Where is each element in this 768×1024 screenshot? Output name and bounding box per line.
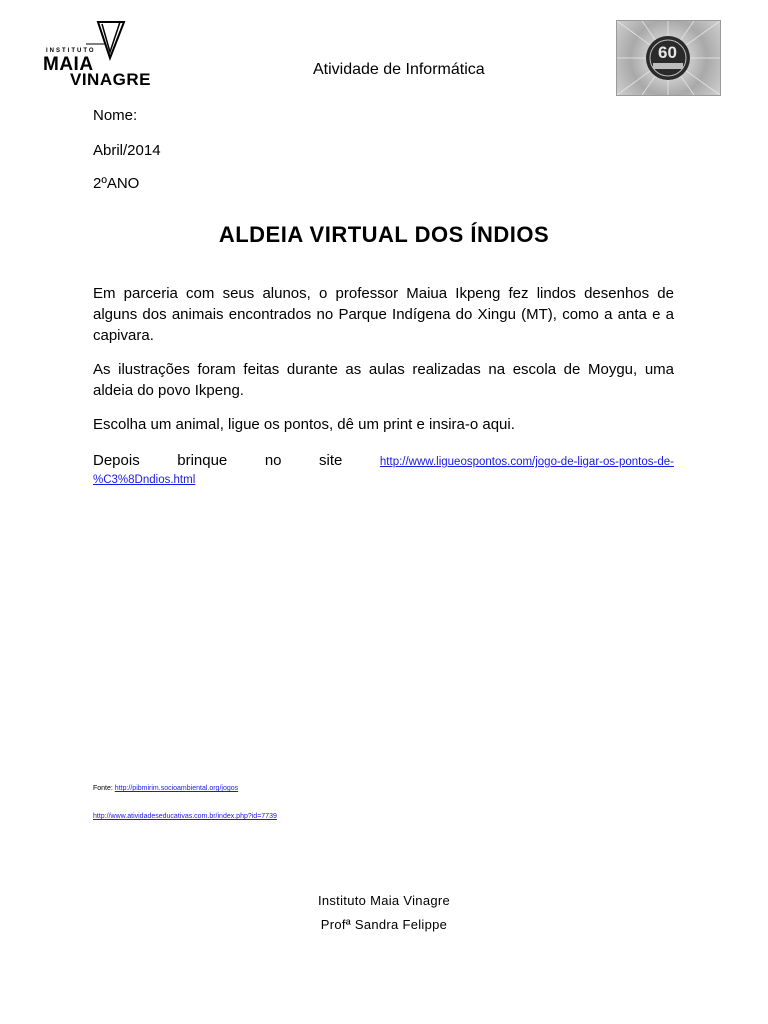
logo-name-line1: MAIA [43, 54, 94, 75]
footer-teacher: Profª Sandra Felippe [320, 917, 448, 932]
footer-institute: Instituto Maia Vinagre [317, 893, 451, 908]
anniversary-seal [616, 20, 721, 96]
paragraph-instructions: Escolha um animal, ligue os pontos, dê um print e insira-o aqui. [93, 416, 515, 433]
source-label: Fonte: [93, 785, 115, 792]
logo-small-text: INSTITUTO [46, 48, 96, 54]
institute-logo [40, 18, 152, 88]
site-line-word: no [264, 452, 282, 469]
game-site-link[interactable]: http://www.ligueospontos.com/jogo-de-ligar-os-pontos-de- [379, 456, 674, 468]
site-line-word: Depois [93, 452, 140, 469]
student-name-label: Nome: [93, 107, 138, 124]
date-label: Abril/2014 [93, 142, 161, 159]
page-title: ALDEIA VIRTUAL DOS ÍNDIOS [218, 222, 550, 247]
source-line [93, 785, 238, 792]
paragraph-intro: Em parceria com seus alunos, o professor Maiua Ikpeng fez lindos desenhos de alguns dos animais encontrados no Parque Indígena do Xingu (MT), como a anta e a capivara. [93, 285, 674, 344]
site-line-word: brinque [177, 452, 228, 469]
seal-number: 60 [658, 43, 677, 62]
grade-label: 2ºANO [93, 175, 140, 192]
activity-title: Atividade de Informática [313, 61, 485, 78]
source-link-1[interactable]: http://pibmirim.socioambiental.org/jogos [114, 785, 239, 792]
paragraph-illustrations: As ilustrações foram feitas durante as aulas realizadas na escola de Moygu, uma aldeia do povo Ikpeng. [93, 361, 674, 399]
source-link-2[interactable]: http://www.atividadeseducativas.com.br/index.php?id=7739 [93, 813, 277, 820]
logo-name-line2: VINAGRE [70, 70, 151, 89]
game-site-link-continued[interactable]: %C3%8Dndios.html [93, 474, 196, 486]
site-line [93, 450, 674, 473]
source-line-2 [93, 813, 277, 820]
site-line-word: site [319, 452, 343, 469]
